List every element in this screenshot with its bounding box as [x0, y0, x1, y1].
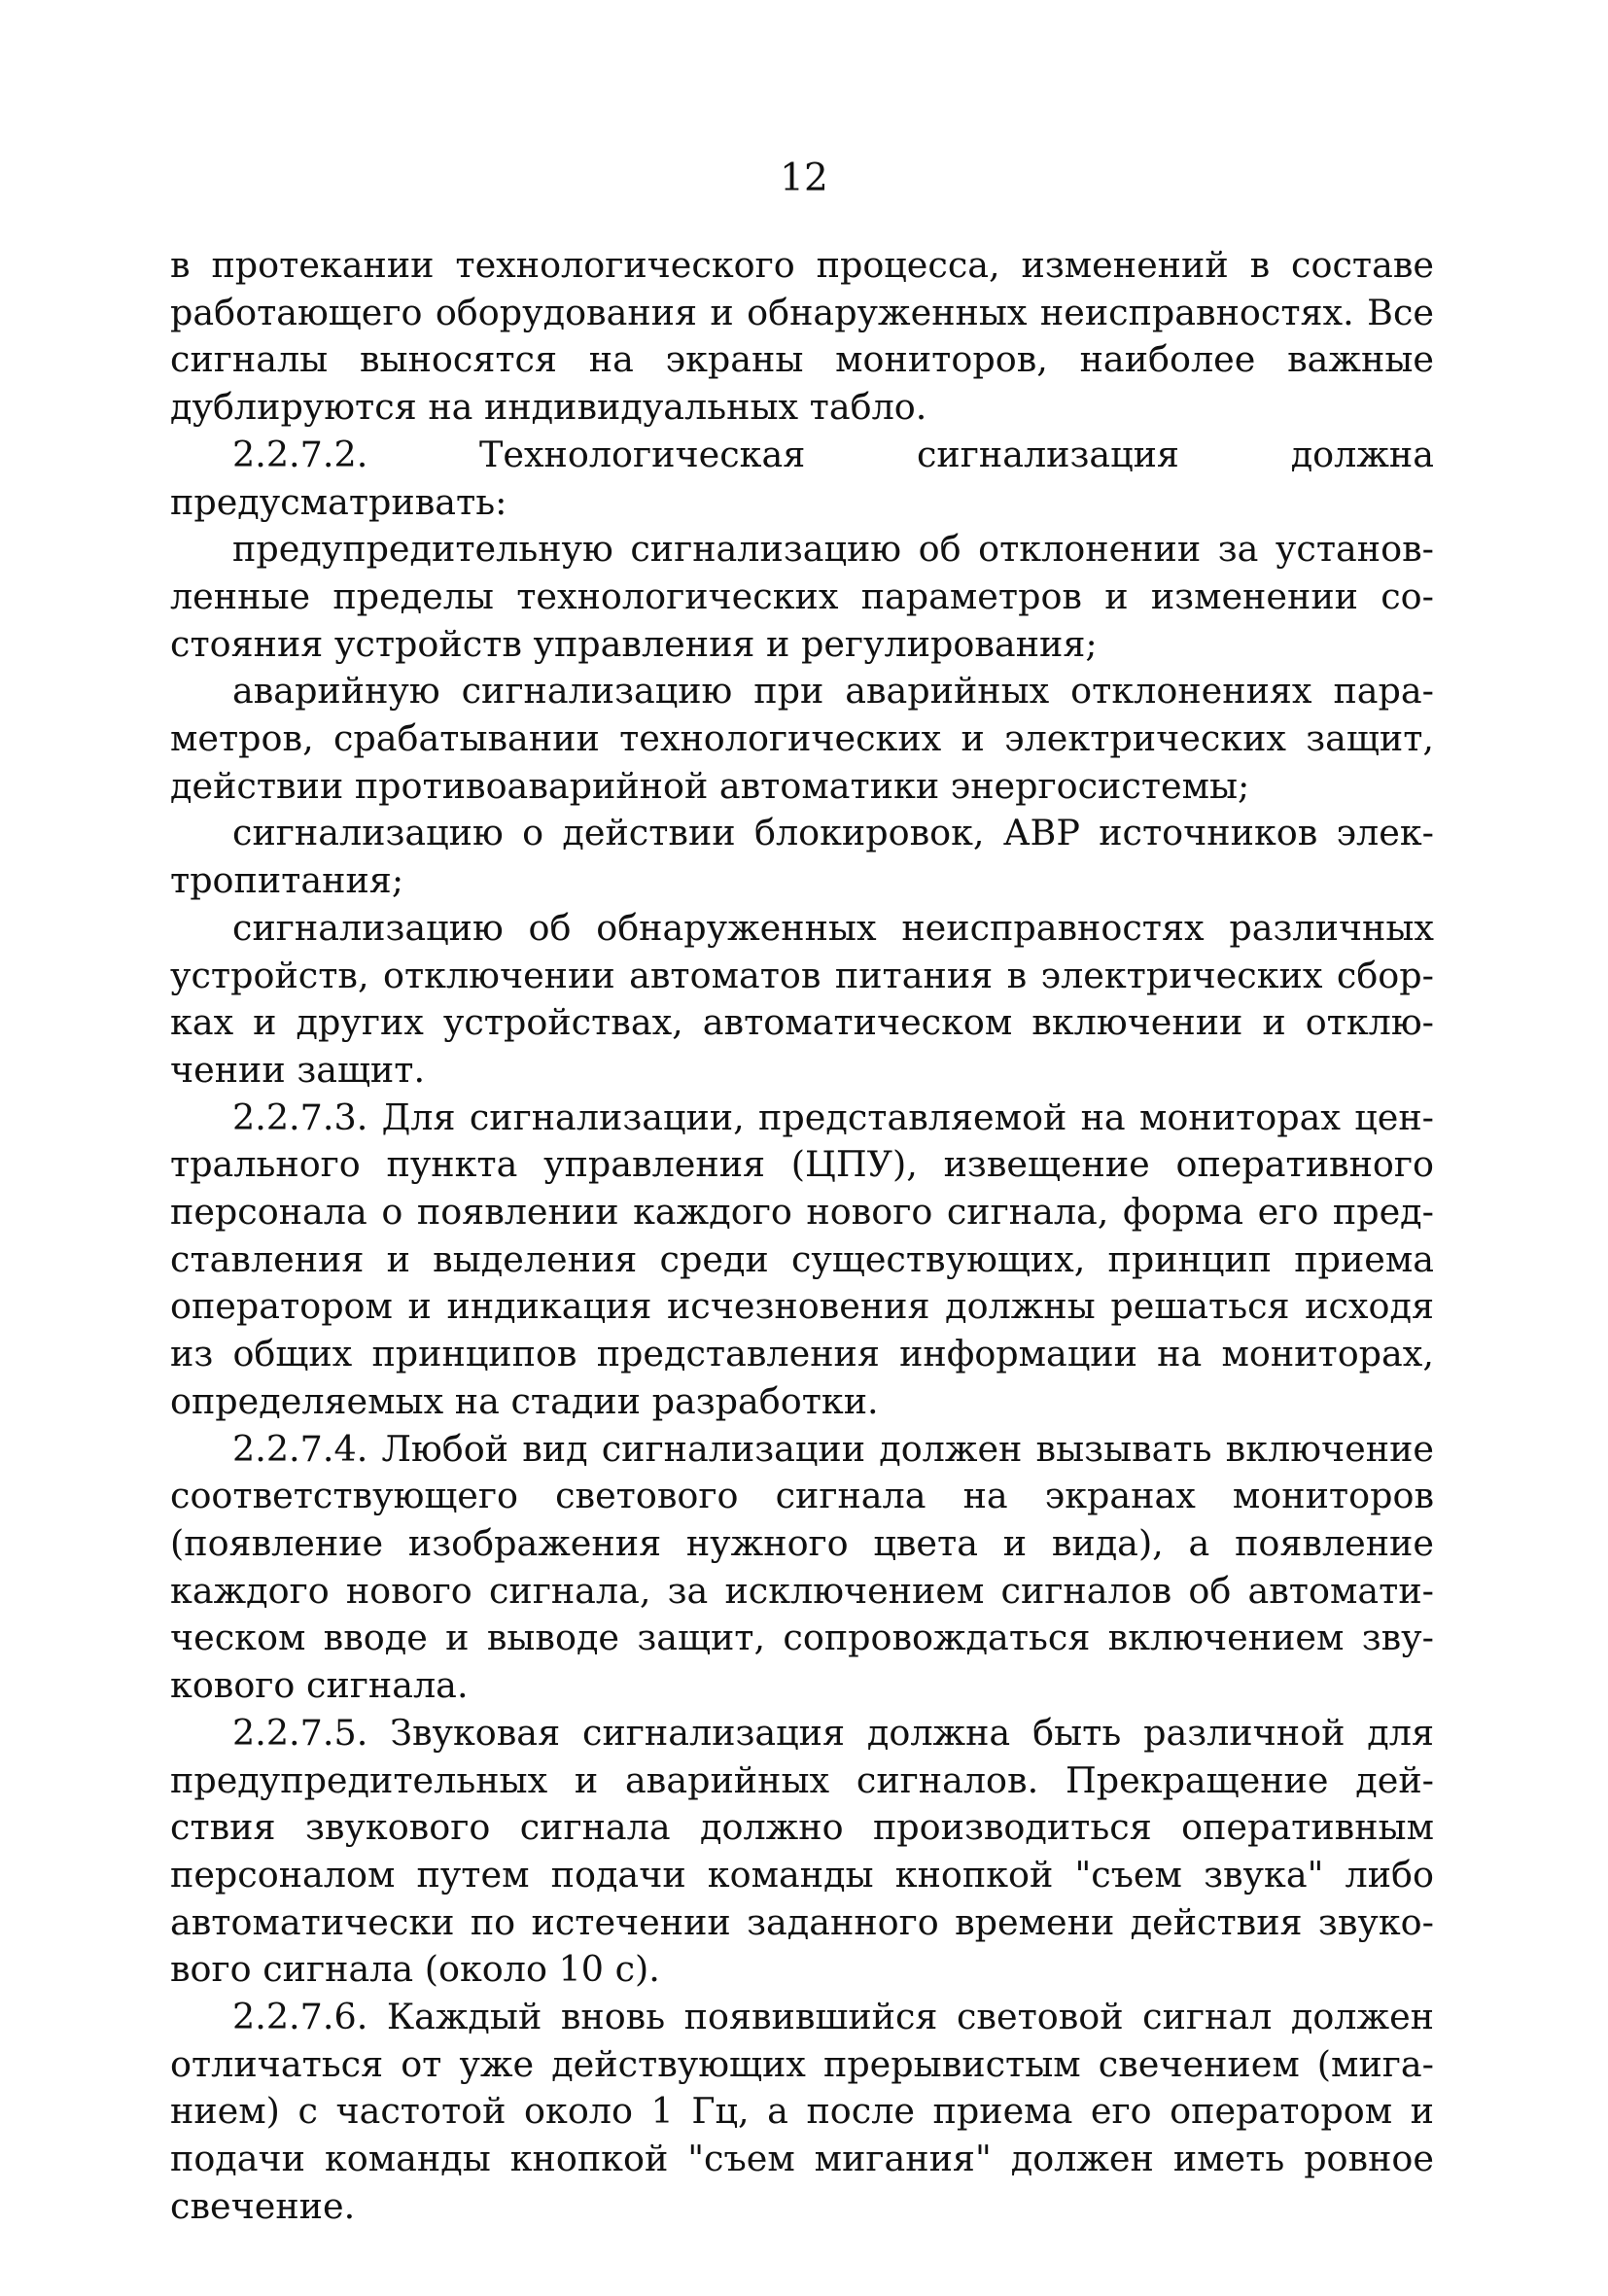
page-number: 12: [780, 157, 828, 200]
paragraph-continuation: в протекании технологического процесса, изменений в составе работающего оборудования и обнаруженных неисправностях. Все сигналы выносятся на экраны мониторов, наиболее важные дублируются на индивидуальных табло.: [170, 244, 1434, 429]
paragraph-fault-signaling: сигнализацию об обнаруженных неисправностях различных устройств, отключении автоматов питания в электрических сборках и других устройствах, автоматическом включении и отключении защит.: [170, 906, 1434, 1091]
paragraph-2-2-7-2: 2.2.7.2. Технологическая сигнализация должна предусматривать:: [170, 433, 1434, 523]
paragraph-interlock-signaling: сигнализацию о действии блокировок, АВР источников электропитания;: [170, 812, 1434, 902]
paragraph-2-2-7-3: 2.2.7.3. Для сигнализации, представляемой на мониторах центрального пункта управления (ЦПУ), извещение оперативного персонала о появлении каждого нового сигнала, форма его представления и выделения среди существующих, принцип приема оператором и индикация исчезновения должны решаться исходя из общих принципов представления информации на мониторах, определяемых на стадии разработки.: [170, 1096, 1434, 1422]
paragraph-warning-signaling: предупредительную сигнализацию об отклонении за установленные пределы технологических параметров и изменении состояния устройств управления и регулирования;: [170, 528, 1434, 665]
paragraph-2-2-7-6: 2.2.7.6. Каждый вновь появившийся световой сигнал должен отличаться от уже действующих прерывистым свечением (миганием) с частотой около 1 Гц, а после приема его оператором и подачи команды кнопкой "съем мигания" должен иметь ровное свечение.: [170, 1996, 1434, 2227]
paragraph-2-2-7-4: 2.2.7.4. Любой вид сигнализации должен вызывать включение соответствующего светового сигнала на экранах мониторов (появление изображения нужного цвета и вида), а появление каждого нового сигнала, за исключением сигналов об автоматическом вводе и выводе защит, сопровождаться включением звукового сигнала.: [170, 1427, 1434, 1707]
body-text: [170, 242, 1434, 2231]
paragraph-2-2-7-5: 2.2.7.5. Звуковая сигнализация должна быть различной для предупредительных и аварийных сигналов. Прекращение действия звукового сигнала должно производиться оперативным персоналом путем подачи команды кнопкой "съем звука" либо автоматически по истечении заданного времени действия звукового сигнала (около 10 с).: [170, 1711, 1434, 1991]
paragraph-emergency-signaling: аварийную сигнализацию при аварийных отклонениях параметров, срабатывании технологических и электрических защит, действии противоаварийной автоматики энергосистемы;: [170, 670, 1434, 807]
